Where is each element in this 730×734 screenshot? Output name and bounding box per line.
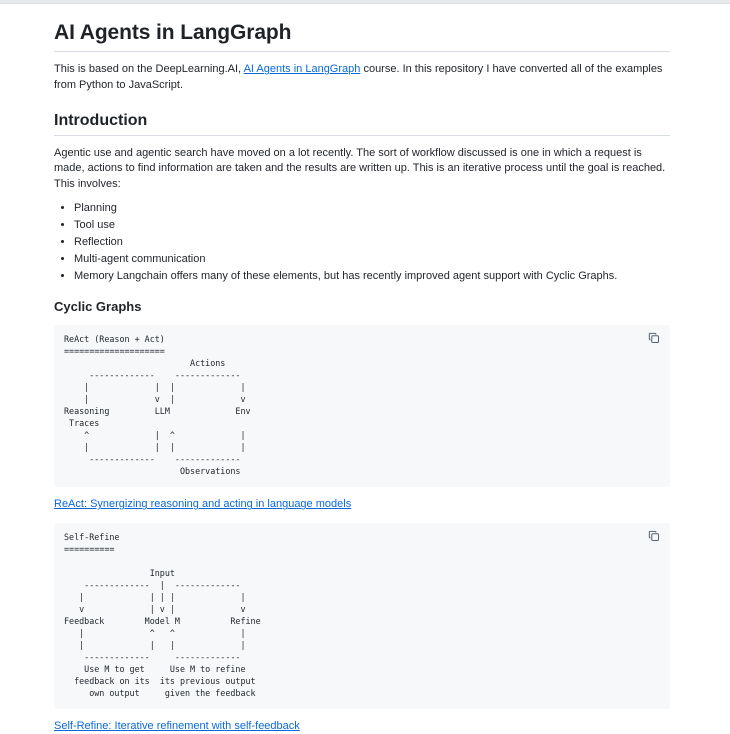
copy-icon[interactable] <box>648 332 662 346</box>
list-item: • Tool use <box>74 217 670 234</box>
list-item: • Planning <box>74 200 670 217</box>
agentic-list <box>54 200 670 285</box>
cyclic-graphs-heading: Cyclic Graphs <box>54 299 142 315</box>
list-item: • Reflection <box>74 234 670 251</box>
intro-prefix: This is based on the DeepLearning.AI, <box>54 63 244 76</box>
readme-content <box>54 3 670 734</box>
self-refine-paper-link[interactable]: Self-Refine: Iterative refinement with self-feedback <box>54 719 300 732</box>
react-paper-link-paragraph <box>54 497 670 512</box>
react-paper-link[interactable]: ReAct: Synergizing reasoning and acting in language models <box>54 498 352 511</box>
introduction-heading: Introduction <box>54 111 670 136</box>
react-code-block <box>54 325 670 487</box>
course-link[interactable]: AI Agents in LangGraph <box>243 63 361 76</box>
list-item: • Memory Langchain offers many of these elements, but has recently improved agent support with Cyclic Graphs. <box>74 268 670 285</box>
introduction-paragraph: Agentic use and agentic search have moved on a lot recently. The sort of workflow discussed is one in which a request is made, actions to find information are taken and the results are written up. This is an iterative process until the goal is reached. This involves: <box>54 147 666 190</box>
self-refine-code-block <box>54 523 670 709</box>
page-title: AI Agents in LangGraph <box>54 20 670 52</box>
self-refine-diagram-code: Self-Refine ========== Input ------------- | ------------- | | | | | v | v | v Feedback Model M Refine | ^ ^ | | | | | ------------- ------------- Use M to get Use M to refine feedback on its its previous output own output given the feedback <box>64 531 261 698</box>
intro-suffix: course. In this repository I have converted all of the examples from Python to JavaScript. <box>54 63 663 91</box>
intro-paragraph <box>54 62 670 93</box>
self-refine-paper-link-paragraph <box>54 719 670 734</box>
react-diagram-code: ReAct (Reason + Act) ==================== Actions ------------- ------------- | | | | | v | v Reasoning LLM Env Traces ^ | ^ | | | | | ------------- ------------- Observations <box>64 334 251 477</box>
copy-icon[interactable] <box>648 530 662 544</box>
list-item: • Multi-agent communication <box>74 251 670 268</box>
